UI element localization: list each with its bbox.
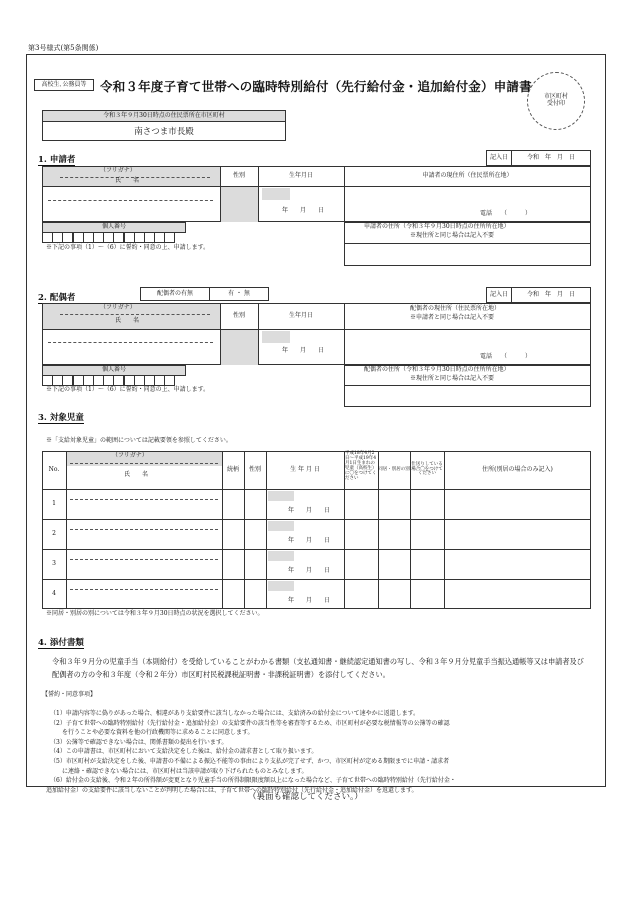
attachments-body: 令和３年９月分の児童手当（本則給付）を受給していることがわかる書類（支払通知書・継続認定通知書の写し、令和３年９月分児童手当振込通帳等又は申請者及び配偶者の方の令和３年度（令和２年分）市区町村民税課税証明書・非課税証明書）を添付してください。 (52, 657, 584, 679)
children-note: ※「支給対象児童」の範囲については記載要領を参照してください。 (46, 437, 232, 444)
children-footnote: ※同居・別居の別については令和３年９月30日時点の状況を選択してください。 (46, 610, 264, 617)
section-attachments-heading: 4. 添付書類 (38, 638, 84, 648)
furigana-label: （フリガナ） (100, 167, 136, 174)
spouse-entry-date-field[interactable]: 令和 年 月 日 (511, 287, 591, 303)
section-children-heading: 3. 対象児童 (38, 413, 84, 423)
current-address-label: 申請者の現住所（住民票所在地） (422, 171, 513, 179)
entry-date-field[interactable]: 令和 年 月 日 (511, 150, 591, 166)
residence-header: 令和３年９月30日時点の住民票所在市区町村 (42, 110, 286, 122)
spouse-dob-field[interactable]: 年 月 日 (282, 347, 325, 354)
applicant-note: ※下記の事項（1）～（6）に誓約・同意の上、申請します。 (46, 244, 210, 251)
dob-label: 生年月日 (288, 171, 313, 179)
gender-label: 性別 (232, 171, 245, 179)
pledge-list: （1）申請内容等に偽りがあった場合、相違があり支給要件に該当しなかった場合には、支給済みの給付金について速やかに返還します。 （2）子育て世帯への臨時特別給付（先行給付金・追加給付金）の支給要件の該当性等を審査等するため、市区町村が必要な税情報等の公簿等の確認 を行うことや必要な資料を他の行政機関等に求めることに同意します。 （3）公簿等で確認できない場合は、関係書類の提出を行います。 （4）この申請書は、市区町村において支給決定をした後は、給付金の請求書として取り扱います。 （5）市区町村が支給決定をした後、申請書の不備による振込不能等の事由により支払が完了せず、かつ、市区町村が定める期限までに申請・請求者 に連絡・確認できない場合には、市区町村は当該申請が取り下げられたものとみなします。 （6）給付金の支給後、令和２年の所得額が変更となり児童手当の所得制限限度額以上になった場合など、子育て世帯への臨時特別給付（先行給付金・ 追加給付金）の支給要件に該当しないことが判明した場合には、子育て世帯への臨時特別給付（先行給付金・追加給付金）を返還します。 (46, 710, 456, 794)
spouse-note: ※下記の事項（1）～（6）に誓約・同意の上、申請します。 (46, 386, 210, 393)
form-number: 第3号様式(第5条関係) (28, 44, 99, 52)
name-label: 氏 名 (115, 177, 140, 184)
target-badge: 高校生､公務員等 (34, 79, 94, 91)
has-spouse-label: 配偶者の有無 (140, 287, 210, 301)
dob-field[interactable]: 年 月 日 (282, 207, 325, 214)
id-number-label: 個人番号 (42, 222, 186, 233)
spouse-name-input[interactable] (48, 331, 218, 363)
residence-value[interactable]: 南さつま市長殿 (42, 121, 286, 141)
section-spouse-heading: 2. 配偶者 (38, 293, 76, 303)
footer-note: （裏面も確認してください。） (248, 792, 363, 802)
applicant-name-input[interactable] (48, 188, 218, 220)
spouse-id-number-boxes[interactable] (43, 375, 176, 386)
has-spouse-choice[interactable]: 有 ・ 無 (209, 287, 269, 301)
section-applicant-heading: 1. 申請者 (38, 155, 76, 165)
reception-stamp: 市区町村 受付印 (527, 72, 585, 130)
spouse-phone-field[interactable]: 電話 （ ） (480, 353, 532, 360)
id-number-boxes[interactable] (43, 232, 176, 243)
phone-field[interactable]: 電話 （ ） (480, 210, 532, 217)
spouse-entry-date-label: 記入日 (486, 287, 512, 303)
pledge-heading: 【誓約・同意事項】 (42, 691, 97, 698)
entry-date-label: 記入日 (486, 150, 512, 166)
page-title: 令和３年度子育て世帯への臨時特別給付（先行給付金・追加給付金）申請書 (100, 79, 532, 94)
